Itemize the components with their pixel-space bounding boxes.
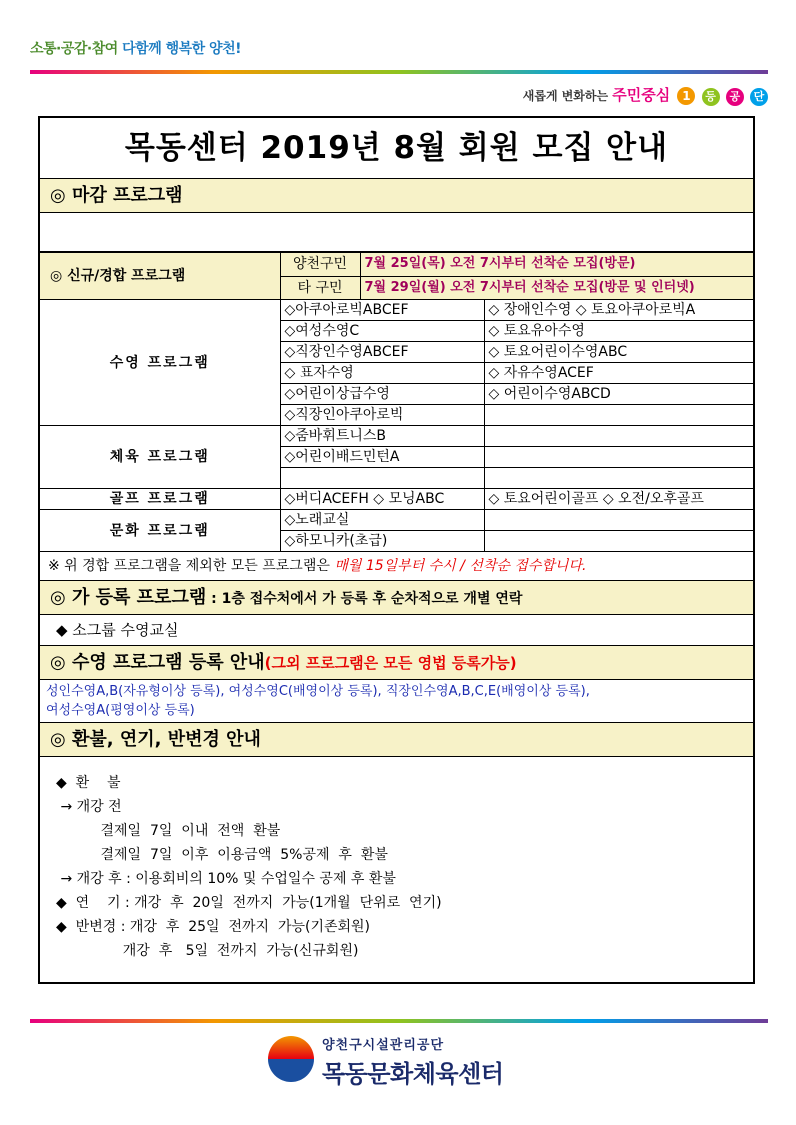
ga-register-item: ◆ 소그룹 수영교실: [40, 615, 753, 646]
notice-frame: [38, 116, 755, 984]
header-slogan: [30, 38, 241, 58]
program-cell: ◇아쿠아로빅ABCEF: [280, 300, 484, 321]
program-cell: ◇여성수영C: [280, 321, 484, 342]
program-cell: ◇ 표자수영: [280, 363, 484, 384]
swim-info-line: 성인수영A,B(자유형이상 등록), 여성수영C(배영이상 등록), 직장인수영A,B,C,E(배영이상 등록),: [46, 684, 590, 699]
footer-logo: [268, 1034, 532, 1088]
category-sports: 체육 프로그램: [40, 426, 280, 489]
refund-line: → 개강 후 : 이용회비의 10% 및 수업일수 공제 후 환불: [56, 871, 396, 887]
note-emphasis: 매월 15일부터 수시 / 선착순 접수합니다.: [334, 558, 587, 574]
section-swim-register: [40, 646, 753, 680]
category-swim: 수영 프로그램: [40, 300, 280, 426]
footer-center-name: 목동문화체육센터: [322, 1060, 504, 1088]
swim-info-line: 여성수영A(평영이상 등록): [46, 703, 195, 718]
category-golf: 골프 프로그램: [40, 489, 280, 510]
bottom-rainbow-divider: [30, 1019, 768, 1023]
refund-details: [40, 757, 753, 963]
category-culture: 문화 프로그램: [40, 510, 280, 552]
registration-label: 타 구민: [280, 276, 360, 300]
page-title: 목동센터 2019년 8월 회원 모집 안내: [40, 118, 753, 179]
slogan-sub: 다함께 행복한 양천!: [122, 41, 241, 57]
program-cell: [484, 468, 753, 489]
program-cell: [484, 447, 753, 468]
refund-line: ◆ 환 불: [56, 775, 121, 791]
program-table: [40, 252, 753, 552]
note-prefix: ※ 위 경합 프로그램을 제외한 모든 프로그램은: [48, 558, 335, 574]
program-cell: [484, 510, 753, 531]
swim-register-note: (그외 프로그램은 모든 영법 등록가능): [264, 654, 517, 672]
refund-line: 개강 후 5일 전까지 가능(신규회원): [56, 943, 359, 959]
closed-programs-empty: [40, 213, 753, 252]
section-refund: ◎ 환불, 연기, 반변경 안내: [40, 723, 753, 757]
ga-register-heading: ◎ 가 등록 프로그램: [50, 587, 207, 608]
program-cell: ◇노래교실: [280, 510, 484, 531]
slogan-main: 소통·공감·참여: [30, 41, 118, 57]
program-cell: ◇직장인아쿠아로빅: [280, 405, 484, 426]
tagline-badge-3: 단: [750, 88, 768, 106]
program-cell: ◇줌바휘트니스B: [280, 426, 484, 447]
refund-line: 결제일 7일 이후 이용금액 5%공제 후 환불: [56, 847, 388, 863]
program-cell: ◇어린이상급수영: [280, 384, 484, 405]
program-cell: ◇직장인수영ABCEF: [280, 342, 484, 363]
tagline-accent: 주민중심: [612, 86, 671, 104]
ga-register-note: : 1층 접수처에서 가 등록 후 순차적으로 개별 연락: [206, 591, 523, 607]
tagline-number-badge: 1: [677, 87, 695, 105]
program-cell: ◇ 장애인수영 ◇ 토요아쿠아로빅A: [484, 300, 753, 321]
program-cell: ◇ 토요어린이수영ABC: [484, 342, 753, 363]
refund-line: ◆ 반변경 : 개강 후 25일 전까지 가능(기존회원): [56, 919, 371, 935]
header-tagline: [523, 84, 768, 106]
refund-line: ◆ 연 기 : 개강 후 20일 전까지 가능(1개월 단위로 연기): [56, 895, 442, 911]
program-cell: [280, 468, 484, 489]
program-cell: ◇어린이배드민턴A: [280, 447, 484, 468]
registration-label: 양천구민: [280, 253, 360, 277]
top-rainbow-divider: [30, 70, 768, 74]
program-cell: ◇하모니카(초급): [280, 531, 484, 552]
section-ga-register: [40, 581, 753, 615]
program-cell: [484, 531, 753, 552]
registration-value: 7월 25일(목) 오전 7시부터 선착순 모집(방문): [360, 253, 753, 277]
registration-value: 7월 29일(월) 오전 7시부터 선착순 모집(방문 및 인터넷): [360, 276, 753, 300]
tagline-badge-1: 등: [702, 88, 720, 106]
sunrise-logo-icon: [268, 1036, 314, 1082]
swim-register-info: [40, 680, 753, 723]
swim-register-heading: ◎ 수영 프로그램 등록 안내: [50, 652, 265, 673]
section-closed-programs: ◎ 마감 프로그램: [40, 179, 753, 213]
always-open-note: [40, 552, 753, 581]
program-cell: ◇버디ACEFH ◇ 모닝ABC: [280, 489, 484, 510]
program-cell: ◇ 어린이수영ABCD: [484, 384, 753, 405]
program-cell: ◇ 토요유아수영: [484, 321, 753, 342]
tagline-badge-2: 공: [726, 88, 744, 106]
program-cell: [484, 405, 753, 426]
refund-line: 결제일 7일 이내 전액 환불: [56, 823, 281, 839]
program-cell: [484, 426, 753, 447]
refund-line: → 개강 전: [56, 799, 122, 815]
section-newjoin-programs: ◎ 신규/경합 프로그램: [40, 253, 280, 300]
program-cell: ◇ 토요어린이골프 ◇ 오전/오후골프: [484, 489, 753, 510]
footer-org-name: 양천구시설관리공단: [322, 1038, 445, 1053]
tagline-text: 새롭게 변화하는: [522, 89, 609, 103]
program-cell: ◇ 자유수영ACEF: [484, 363, 753, 384]
